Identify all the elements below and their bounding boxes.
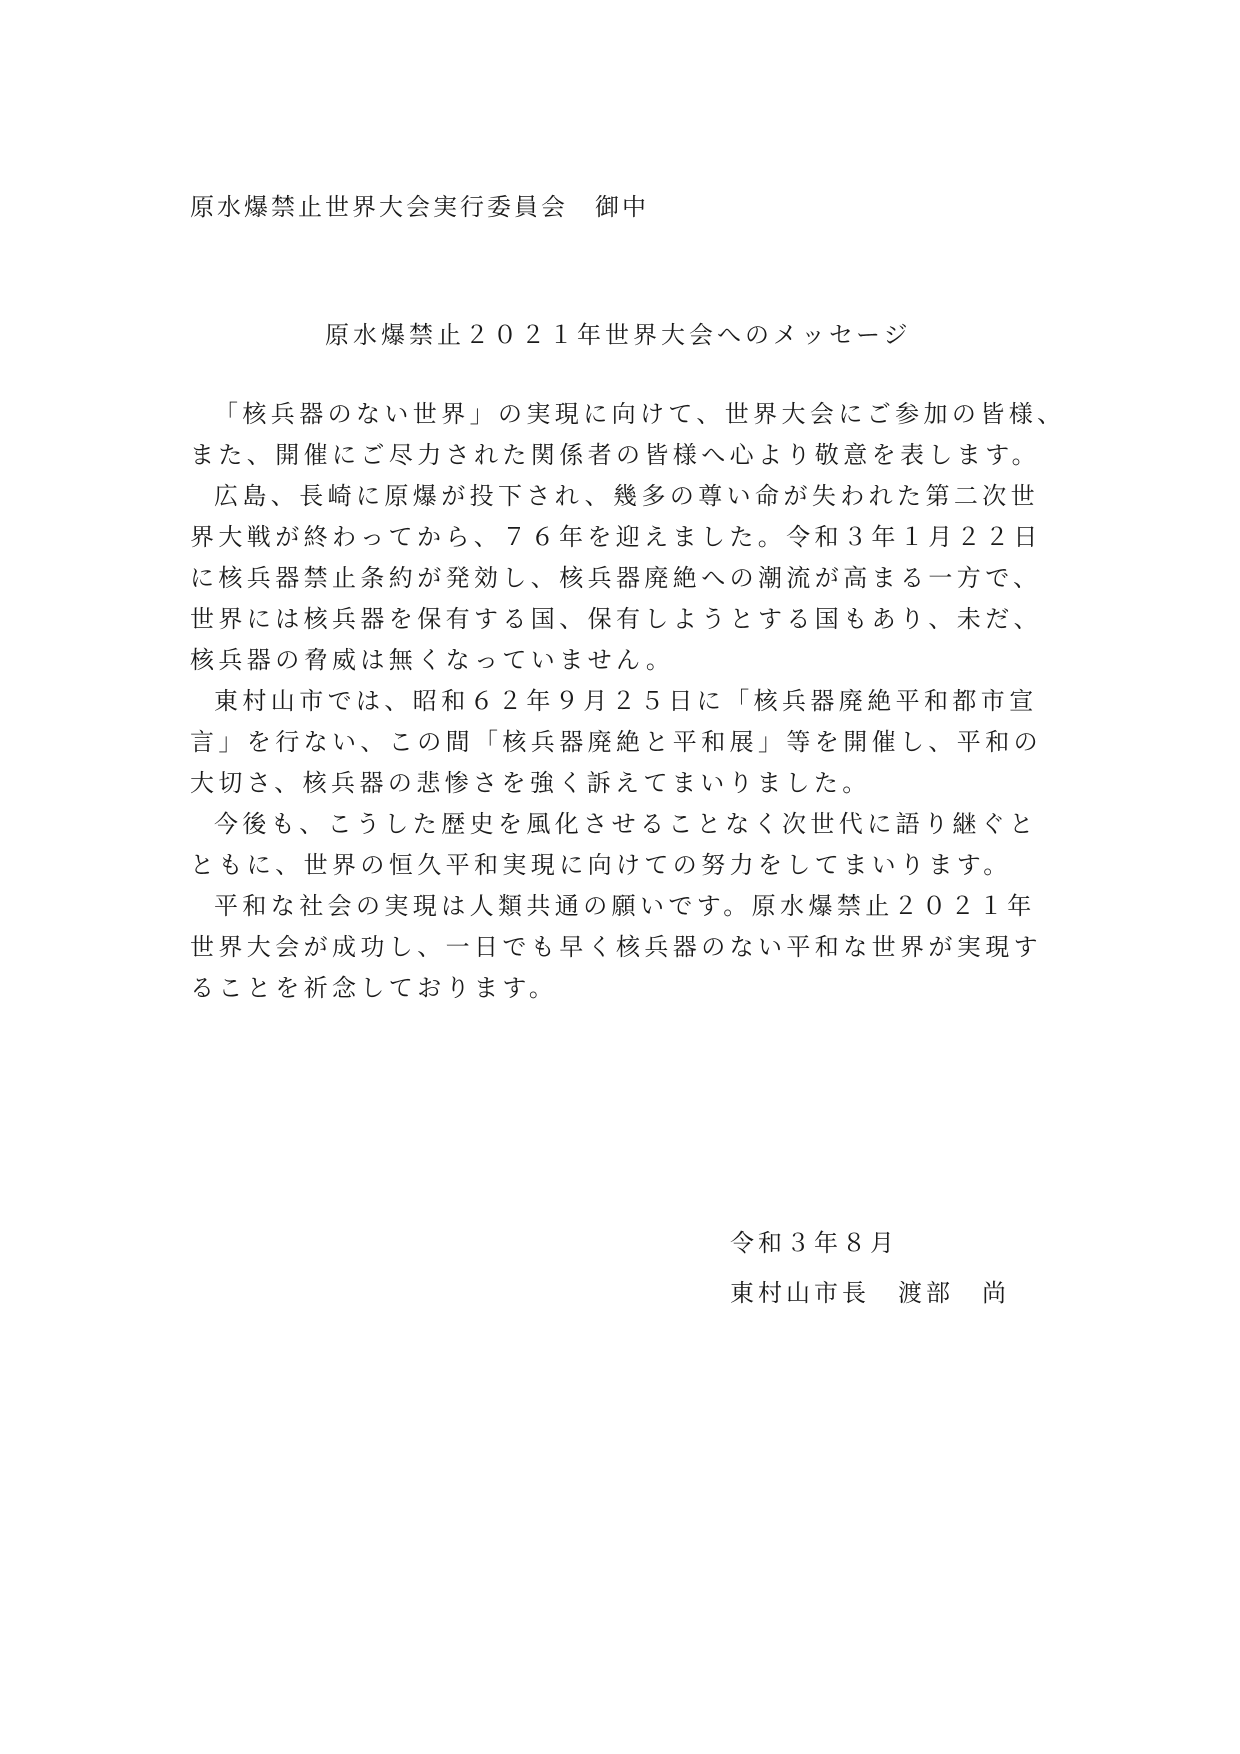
body-line: 平和な社会の実現は人類共通の願いです。原水爆禁止２０２１年 [214,892,1036,920]
body-line: 「核兵器のない世界」の実現に向けて、世界大会にご参加の皆様、 [214,400,1066,428]
body-line: 広島、長崎に原爆が投下され、幾多の尊い命が失われた第二次世 [214,482,1040,510]
body-line: 東村山市では、昭和６２年９月２５日に「核兵器廃絶平和都市宣 [214,687,1038,715]
body-line: 核兵器の脅威は無くなっていません。 [190,646,675,674]
body-line: に核兵器禁止条約が発効し、核兵器廃絶への潮流が高まる一方で、 [190,564,1042,592]
body-line: また、開催にご尽力された関係者の皆様へ心より敬意を表します。 [190,441,1041,469]
body-line: 世界には核兵器を保有する国、保有しようとする国もあり、未だ、 [190,605,1042,633]
date-line: 令和３年８月 [730,1229,898,1257]
body-line: 言」を行ない、この間「核兵器廃絶と平和展」等を開催し、平和の [190,728,1042,756]
body-line: ともに、世界の恒久平和実現に向けての努力をしてまいります。 [190,851,1012,879]
closing-block [730,1218,1010,1318]
addressee: 原水爆禁止世界大会実行委員会 御中 [190,193,649,221]
body-line: 大切さ、核兵器の悲惨さを強く訴えてまいりました。 [190,769,871,797]
document-title: 原水爆禁止２０２１年世界大会へのメッセージ [325,321,912,349]
message-body [190,394,1070,1009]
body-line: ることを祈念しております。 [190,974,558,1002]
signature-line: 東村山市長 渡部 尚 [730,1279,1010,1307]
body-line: 世界大会が成功し、一日でも早く核兵器のない平和な世界が実現す [190,933,1042,961]
body-line: 界大戦が終わってから、７６年を迎えました。令和３年１月２２日 [190,523,1042,551]
body-line: 今後も、こうした歴史を風化させることなく次世代に語り継ぐと [214,810,1038,838]
